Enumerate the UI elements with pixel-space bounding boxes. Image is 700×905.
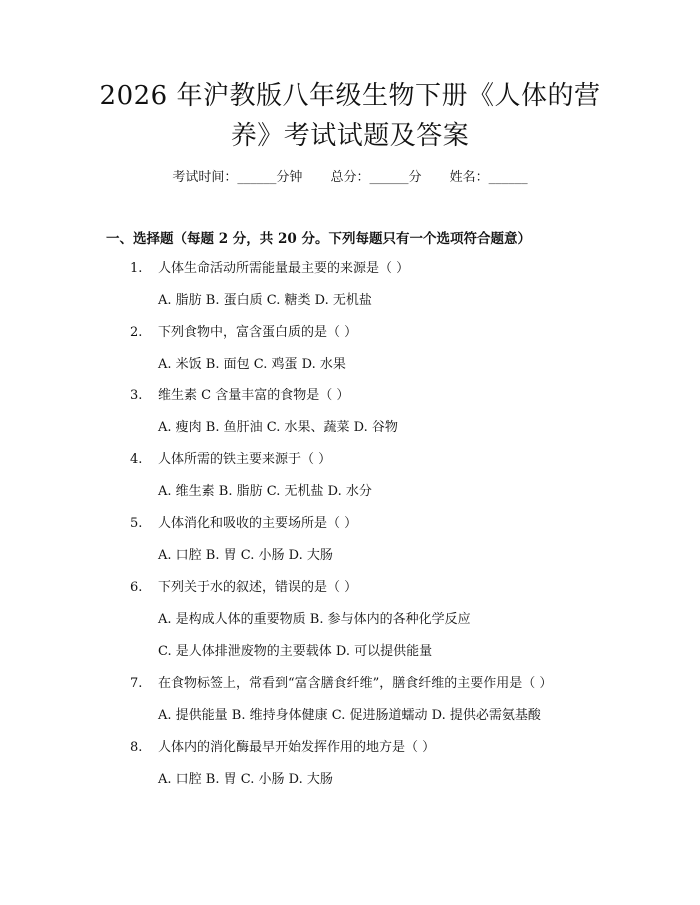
question-7-options: A. 提供能量 B. 维持身体健康 C. 促进肠道蠕动 D. 提供必需氨基酸 [158,708,541,723]
exam-meta [0,169,700,187]
question-3-options: A. 瘦肉 B. 鱼肝油 C. 水果、蔬菜 D. 谷物 [158,420,398,435]
question-3 [130,387,349,405]
question-1-options: A. 脂肪 B. 蛋白质 C. 糖类 D. 无机盐 [158,293,372,308]
question-text: 人体所需的铁主要来源于（ ） [158,452,332,467]
question-text: 在食物标签上，常看到“富含膳食纤维”，膳食纤维的主要作用是（ ） [158,676,553,691]
question-text: 人体内的消化酶最早开始发挥作用的地方是（ ） [158,740,436,755]
question-5 [130,515,357,533]
question-6 [130,579,357,597]
question-number: 7. [130,676,143,691]
question-8-options: A. 口腔 B. 胃 C. 小肠 D. 大肠 [158,772,333,787]
question-6-options-line1: A. 是构成人体的重要物质 B. 参与体内的各种化学反应 [158,612,471,627]
question-number: 3. [130,388,143,403]
question-text: 人体生命活动所需能量最主要的来源是（ ） [158,261,410,276]
question-8 [130,739,435,757]
question-2-options: A. 米饭 B. 面包 C. 鸡蛋 D. 水果 [158,357,346,372]
exam-title-line2: 养》考试试题及答案 [230,121,470,151]
question-number: 2. [130,325,143,340]
total-score-field: 总分：______分 [330,170,422,185]
question-2 [130,324,357,342]
question-6-options-line2: C. 是人体排泄废物的主要载体 D. 可以提供能量 [158,644,433,659]
question-1 [130,260,409,278]
question-number: 8. [130,740,143,755]
exam-time-field: 考试时间：______分钟 [172,170,303,185]
question-number: 1. [130,261,143,276]
exam-title-line1: 2026 年沪教版八年级生物下册《人体的营 [99,81,601,111]
question-text: 下列关于水的叙述，错误的是（ ） [158,580,358,595]
student-name-field: 姓名：______ [449,170,528,185]
section-heading-multiple-choice: 一、选择题（每题 2 分，共 20 分。下列每题只有一个选项符合题意） [106,231,531,247]
question-text: 人体消化和吸收的主要场所是（ ） [158,516,358,531]
question-7 [130,675,552,693]
question-5-options: A. 口腔 B. 胃 C. 小肠 D. 大肠 [158,548,333,563]
question-4 [130,451,331,469]
question-number: 5. [130,516,143,531]
question-4-options: A. 维生素 B. 脂肪 C. 无机盐 D. 水分 [158,484,372,499]
question-number: 6. [130,580,143,595]
question-text: 下列食物中，富含蛋白质的是（ ） [158,325,358,340]
question-text: 维生素 C 含量丰富的食物是（ ） [158,388,350,403]
question-number: 4. [130,452,143,467]
